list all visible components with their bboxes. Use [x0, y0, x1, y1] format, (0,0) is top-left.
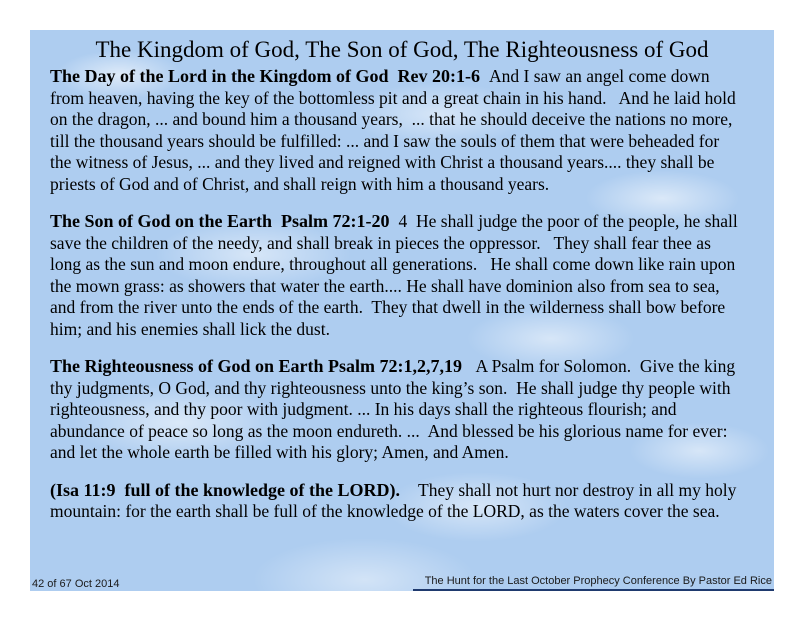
paragraph-righteousness-of-god: [50, 356, 738, 464]
paragraph-isaiah-11-9: [50, 479, 741, 523]
paragraph-text: A Psalm for Solomon. Give the king thy judgments, O God, and thy righteousness unto the king’s son. He shall judge thy people with righteousness, and thy poor with judgment. ... In his days shall the righteous flourish; and abundance of peace so long as the moon endureth. ... And blessed be his glorious name for ever: and let the whole earth be filled with his glory; Amen, and Amen.: [50, 356, 740, 462]
paragraph-text: 4 He shall judge the poor of the people, he shall save the children of the needy, and shall break in pieces the oppressor. They shall fear thee as long as the sun and moon endure, throughout all generations. He shall come down like rain upon the mown grass: as showers that water the earth.... He shall have dominion also from sea to sea, and from the river unto the ends of the earth. They that dwell in the wilderness shall bow before him; and his enemies shall lick the dust.: [50, 211, 743, 339]
paragraph-heading: The Day of the Lord in the Kingdom of God Rev 20:1-6: [50, 66, 490, 86]
slide-body: [30, 66, 774, 523]
paragraph-son-of-god: [50, 211, 743, 340]
slide-title: The Kingdom of God, The Son of God, The Righteousness of God: [95, 37, 709, 62]
presentation-title-footer: The Hunt for the Last October Prophecy Conference By Pastor Ed Rice: [413, 575, 774, 591]
slide-number-and-date: 42 of 67 Oct 2014: [32, 578, 120, 590]
paragraph-day-of-the-lord: [50, 66, 741, 195]
slide-canvas: [30, 30, 774, 591]
paragraph-text: They shall not hurt nor destroy in all my holy mountain: for the earth shall be full of the knowledge of the LORD, as the waters cover the sea.: [50, 479, 741, 521]
paragraph-heading: The Righteousness of God on Earth Psalm 72:1,2,7,19: [50, 356, 476, 376]
paragraph-heading: The Son of God on the Earth Psalm 72:1-20: [50, 211, 399, 231]
paragraph-text: And I saw an angel come down from heaven, having the key of the bottomless pit and a great chain in his hand. And he laid hold on the dragon, ... and bound him a thousand years, ... that he should deceive the nations no more, till the thousand years should be fulfilled: ... and I saw the souls of them that were beheaded for the witness of Jesus, ... and they lived and reigned with Christ a thousand years.... they shall be priests of God and of Christ, and shall reign with him a thousand years.: [50, 66, 741, 194]
paragraph-heading: (Isa 11:9 full of the knowledge of the LORD).: [50, 479, 418, 500]
